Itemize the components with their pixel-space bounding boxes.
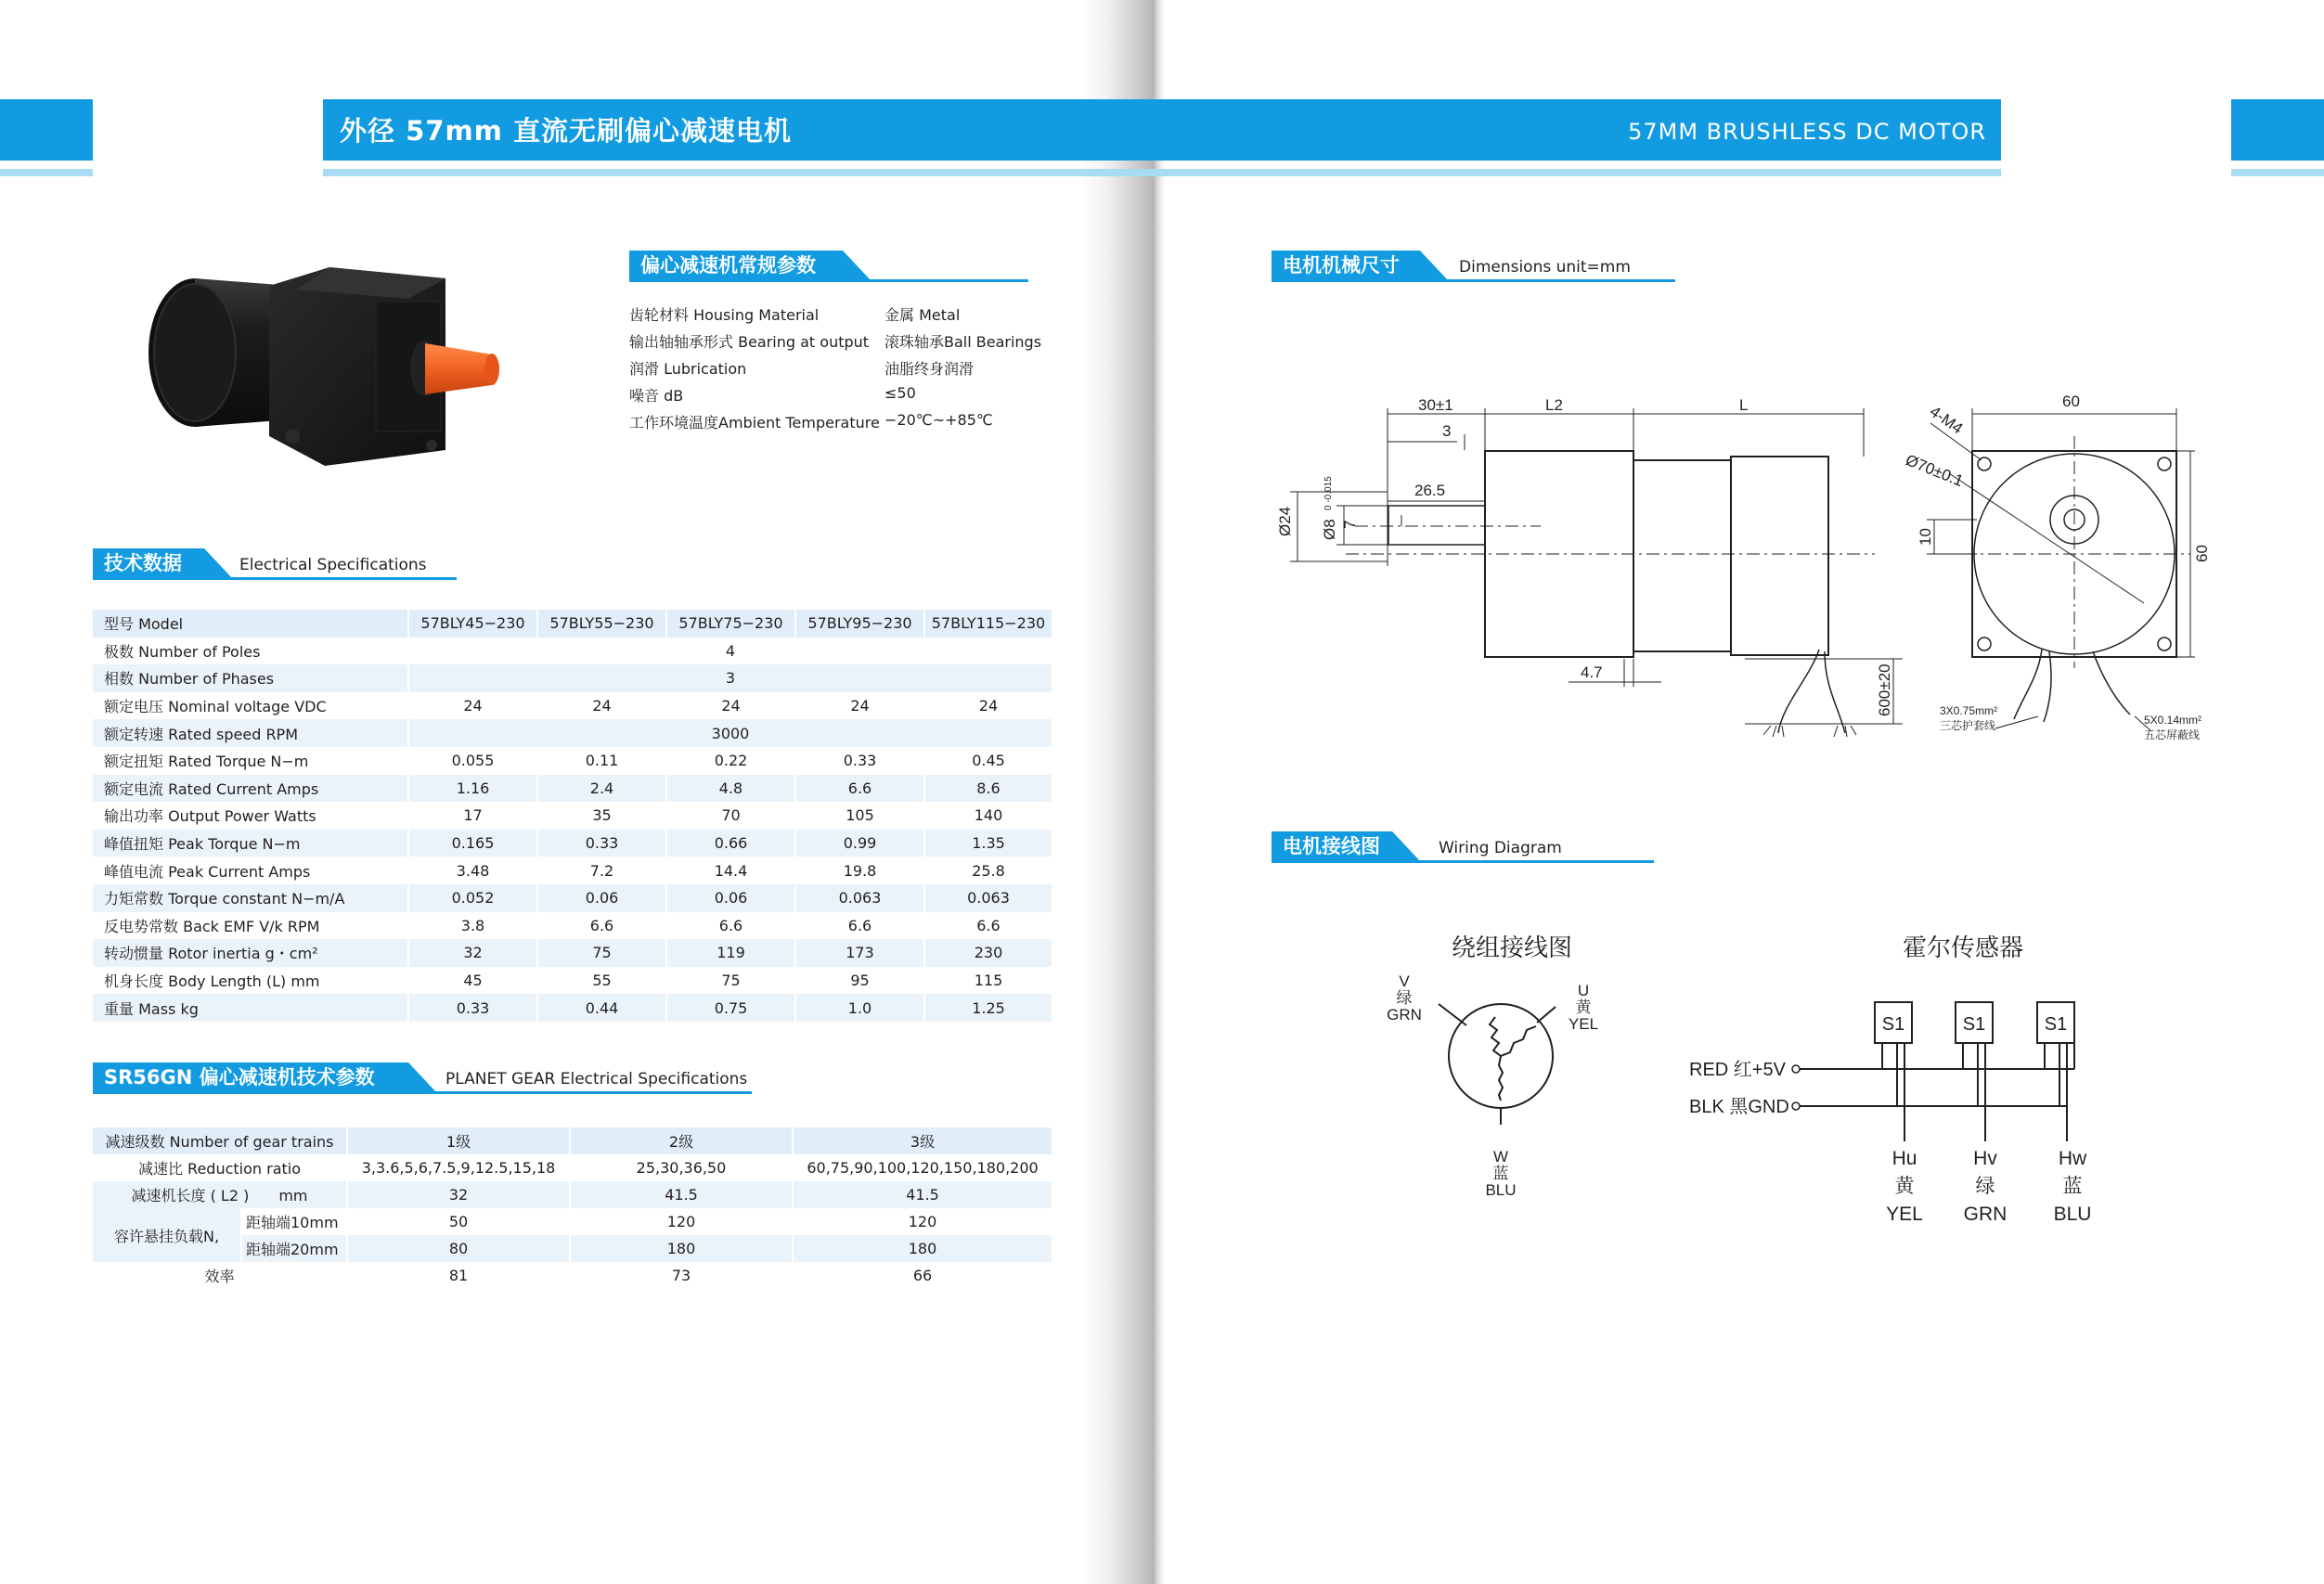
table-cell: 24: [408, 692, 537, 720]
table-cell: 0.99: [795, 830, 924, 857]
table-cell: 3.8: [408, 912, 537, 940]
gear-title-cn: SR56GN 偏心减速机技术参数: [93, 1062, 408, 1092]
table-cell: 减速比 Reduction ratio: [93, 1154, 347, 1181]
table-cell: 0.06: [666, 884, 795, 912]
cable-5-core-type: 五芯屏蔽线: [2144, 728, 2201, 741]
phase-u-name: U: [1577, 982, 1590, 999]
params-rule: [629, 279, 1028, 282]
table-cell: 额定电压 Nominal voltage VDC: [93, 692, 408, 720]
hall-output-hw-cn: 蓝: [2062, 1176, 2083, 1197]
table-cell: 32: [347, 1181, 570, 1208]
table-row: [93, 1181, 1052, 1208]
table-cell: 7.2: [537, 856, 666, 884]
table-cell: 0.33: [795, 747, 924, 775]
table-cell: 25.8: [924, 856, 1052, 884]
table-cell: 75: [666, 967, 795, 995]
dim-600: 600±20: [1876, 663, 1893, 716]
table-row: [93, 939, 1052, 967]
phase-v-en: GRN: [1387, 1006, 1422, 1024]
table-cell: 0.33: [537, 830, 666, 857]
param-label: 润滑 Lubrication: [629, 360, 747, 378]
wiring-title-en: Wiring Diagram: [1439, 839, 1562, 857]
table-cell: 0.06: [537, 884, 666, 912]
dimensions-rule: [1272, 279, 1675, 282]
table-row: [93, 884, 1052, 912]
table-cell: 14.4: [666, 856, 795, 884]
table-cell: 41.5: [793, 1181, 1052, 1208]
table-cell: 0.063: [924, 884, 1052, 912]
side-view: [1290, 408, 1903, 737]
phase-v-name: V: [1399, 972, 1410, 990]
table-cell: 120: [570, 1208, 793, 1235]
header-band-left-stub: [0, 99, 93, 161]
table-cell: 重量 Mass kg: [93, 994, 408, 1022]
blk-ground-label: BLK 黑GND: [1689, 1097, 1789, 1117]
page-title-en: 57MM BRUSHLESS DC MOTOR: [1628, 119, 1986, 145]
table-cell: 0.75: [666, 994, 795, 1022]
table-header-cell: 减速级数 Number of gear trains: [93, 1127, 347, 1154]
table-cell: 140: [924, 802, 1052, 830]
table-cell: 105: [795, 802, 924, 830]
dim-8: Ø8: [1321, 519, 1338, 540]
table-header-cell: 3级: [793, 1127, 1052, 1154]
dim-8-tolerance: 0 -0.015: [1323, 476, 1334, 510]
table-cell: 容许悬挂负载N,: [93, 1208, 241, 1262]
hall-output-hw: Hw: [2058, 1148, 2087, 1169]
params-title: 偏心减速机常规参数: [629, 251, 843, 280]
table-cell: 0.33: [408, 994, 537, 1022]
table-cell: 额定电流 Rated Current Amps: [93, 775, 408, 803]
wiring-tab: [1272, 831, 1654, 861]
dim-4.7: 4.7: [1581, 663, 1603, 681]
gear-rule: [93, 1091, 752, 1094]
table-cell: 24: [666, 692, 795, 720]
table-cell: 230: [924, 939, 1052, 967]
hall-output-hv: Hv: [1973, 1148, 1997, 1169]
table-cell: 距轴端20mm: [241, 1235, 347, 1262]
table-cell: 17: [408, 802, 537, 830]
table-row: [93, 994, 1052, 1022]
table-cell: 50: [347, 1208, 570, 1235]
table-cell: 1.16: [408, 775, 537, 803]
param-value: 油脂终身润滑: [884, 360, 975, 378]
dimension-drawing: [1262, 380, 2211, 770]
table-cell: 75: [537, 939, 666, 967]
hall-output-hw-en: BLU: [2053, 1204, 2092, 1225]
table-cell: 转动惯量 Rotor inertia g・cm²: [93, 939, 408, 967]
dimensions-title-cn: 电机机械尺寸: [1272, 251, 1420, 280]
wiring-title-cn: 电机接线图: [1272, 831, 1392, 861]
gear-tab: [93, 1062, 752, 1092]
table-cell: 1.25: [924, 994, 1052, 1022]
table-cell: 额定扭矩 Rated Torque N−m: [93, 747, 408, 775]
hall-output-hv-cn: 绿: [1975, 1176, 1995, 1197]
dim-L2: L2: [1545, 396, 1563, 414]
table-row: [93, 637, 1052, 665]
hall-output-hu-en: YEL: [1886, 1204, 1923, 1225]
table-row: [93, 1262, 1052, 1289]
cable-3-core-size: 3X0.75mm²: [1940, 704, 1998, 717]
table-cell: 6.6: [795, 912, 924, 940]
table-cell: 173: [795, 939, 924, 967]
table-header-cell: 57BLY95−230: [795, 610, 924, 637]
hall-output-hv-en: GRN: [1963, 1204, 2008, 1225]
dim-24: Ø24: [1276, 506, 1294, 536]
table-cell: 1.0: [795, 994, 924, 1022]
table-cell: 19.8: [795, 856, 924, 884]
cable-5-core-size: 5X0.14mm²: [2144, 714, 2202, 727]
table-cell: 3,3.6,5,6,7.5,9,12.5,15,18: [347, 1154, 570, 1181]
table-cell: 115: [924, 967, 1052, 995]
table-cell: 峰值扭矩 Peak Torque N−m: [93, 830, 408, 857]
param-value: −20℃~+85℃: [884, 411, 993, 429]
table-cell: 反电势常数 Back EMF V/k RPM: [93, 912, 408, 940]
table-cell: 0.165: [408, 830, 537, 857]
table-cell: 119: [666, 939, 795, 967]
dim-M4: 4-M4: [1926, 402, 1967, 438]
table-row: [93, 802, 1052, 830]
table-cell: 额定转速 Rated speed RPM: [93, 719, 408, 747]
phase-v-cn: 绿: [1396, 989, 1413, 1007]
table-header-cell: 1级: [347, 1127, 570, 1154]
hall-sensor-2-label: S1: [1962, 1014, 1986, 1035]
param-value: ≤50: [884, 384, 916, 402]
table-cell: 机身长度 Body Length (L) mm: [93, 967, 408, 995]
table-cell: 0.052: [408, 884, 537, 912]
param-label: 齿轮材料 Housing Material: [629, 306, 820, 324]
table-cell: 41.5: [570, 1181, 793, 1208]
phase-w-cn: 蓝: [1492, 1165, 1509, 1182]
table-cell: 减速机长度 ( L2 ) mm: [93, 1181, 347, 1208]
table-cell: 0.45: [924, 747, 1052, 775]
param-label: 噪音 dB: [629, 387, 684, 405]
dim-26: 26.5: [1414, 482, 1446, 499]
table-row: [93, 1208, 1052, 1235]
table-header-cell: 57BLY115−230: [924, 610, 1052, 637]
param-label: 输出轴轴承形式 Bearing at output: [629, 333, 870, 351]
table-cell: 66: [793, 1262, 1052, 1289]
table-cell: 0.66: [666, 830, 795, 857]
red-supply-label: RED 红+5V: [1689, 1060, 1786, 1080]
phase-u-cn: 黄: [1575, 998, 1592, 1016]
table-cell: 效率: [93, 1262, 347, 1289]
header-line: [323, 169, 2001, 176]
param-value: 金属 Metal: [884, 306, 961, 324]
dim-7: 7: [1341, 520, 1359, 529]
wiring-diagram: [1374, 919, 2116, 1243]
table-cell: 4.8: [666, 775, 795, 803]
table-cell: 180: [793, 1235, 1052, 1262]
table-cell: 0.063: [795, 884, 924, 912]
table-cell: 24: [537, 692, 666, 720]
table-cell: 峰值电流 Peak Current Amps: [93, 856, 408, 884]
header-line-left-stub: [0, 169, 93, 176]
table-header-cell: 2级: [570, 1127, 793, 1154]
table-cell: 力矩常数 Torque constant N−m/A: [93, 884, 408, 912]
dim-3: 3: [1442, 422, 1452, 440]
table-header-cell: 57BLY45−230: [408, 610, 537, 637]
table-cell: 120: [793, 1208, 1052, 1235]
table-row: [93, 967, 1052, 995]
table-cell: 60,75,90,100,120,150,180,200: [793, 1154, 1052, 1181]
table-header-cell: 57BLY75−230: [666, 610, 795, 637]
table-row: [93, 830, 1052, 857]
dim-30: 30±1: [1418, 396, 1453, 414]
phase-u-en: YEL: [1568, 1015, 1599, 1033]
electrical-spec-table: [93, 610, 1053, 1022]
phase-w-name: W: [1492, 1148, 1509, 1165]
table-cell: 35: [537, 802, 666, 830]
table-cell: 6.6: [795, 775, 924, 803]
table-cell: 相数 Number of Phases: [93, 664, 408, 692]
table-cell: 6.6: [924, 912, 1052, 940]
table-cell: 2.4: [537, 775, 666, 803]
table-cell: 3: [408, 664, 1052, 692]
header-line-right-stub: [2231, 169, 2324, 176]
table-cell: 输出功率 Output Power Watts: [93, 802, 408, 830]
table-row: [93, 747, 1052, 775]
page-spine: [1081, 0, 1165, 1584]
table-header-row: [93, 610, 1052, 637]
table-cell: 极数 Number of Poles: [93, 637, 408, 665]
dim-10: 10: [1917, 528, 1934, 546]
phase-w-en: BLU: [1485, 1181, 1517, 1199]
electrical-rule: [93, 577, 457, 580]
table-row: [93, 856, 1052, 884]
end-view: [1927, 408, 2195, 731]
table-row: [93, 664, 1052, 692]
table-cell: 24: [924, 692, 1052, 720]
hall-output-hu: Hu: [1891, 1148, 1917, 1169]
winding-star: [1439, 1004, 1556, 1125]
electrical-tab: [93, 548, 457, 578]
cable-3-core-type: 三芯护套线: [1940, 719, 1996, 732]
table-cell: 81: [347, 1262, 570, 1289]
table-cell: 4: [408, 637, 1052, 665]
table-cell: 距轴端10mm: [241, 1208, 347, 1235]
page-title-cn: 外径 57mm 直流无刷偏心减速电机: [340, 115, 792, 147]
header-band-right-stub: [2231, 99, 2324, 161]
param-label: 工作环境温度Ambient Temperature: [629, 414, 880, 431]
table-row: [93, 912, 1052, 940]
table-cell: 3000: [408, 719, 1052, 747]
table-cell: 32: [408, 939, 537, 967]
table-header-cell: 型号 Model: [93, 610, 408, 637]
table-cell: 6.6: [666, 912, 795, 940]
gear-title-en: PLANET GEAR Electrical Specifications: [445, 1070, 748, 1088]
table-cell: 1.35: [924, 830, 1052, 857]
table-cell: 95: [795, 967, 924, 995]
dim-L: L: [1739, 396, 1749, 414]
table-row: [93, 1154, 1052, 1181]
electrical-title-en: Electrical Specifications: [239, 556, 427, 574]
gear-spec-table: [93, 1127, 1053, 1289]
dimensions-tab: [1272, 251, 1675, 280]
table-cell: 80: [347, 1235, 570, 1262]
table-cell: 0.11: [537, 747, 666, 775]
electrical-title-cn: 技术数据: [93, 548, 204, 578]
params-tab: [629, 251, 1028, 280]
table-cell: 6.6: [537, 912, 666, 940]
table-cell: 180: [570, 1235, 793, 1262]
table-row: [93, 775, 1052, 803]
dim-70: Ø70±0.1: [1903, 451, 1966, 491]
table-header-row: [93, 1127, 1052, 1154]
table-cell: 25,30,36,50: [570, 1154, 793, 1181]
table-cell: 70: [666, 802, 795, 830]
dim-60-top: 60: [2062, 393, 2080, 410]
dim-60-side: 60: [2193, 545, 2211, 562]
table-row: [93, 719, 1052, 747]
table-cell: 55: [537, 967, 666, 995]
table-cell: 0.055: [408, 747, 537, 775]
table-cell: 0.44: [537, 994, 666, 1022]
table-cell: 8.6: [924, 775, 1052, 803]
table-cell: 24: [795, 692, 924, 720]
table-cell: 0.22: [666, 747, 795, 775]
table-cell: 73: [570, 1262, 793, 1289]
param-value: 滚珠轴承Ball Bearings: [884, 333, 1042, 351]
dimensions-title-en: Dimensions unit=mm: [1459, 258, 1631, 277]
hall-output-hu-cn: 黄: [1894, 1176, 1915, 1197]
hall-title: 霍尔传感器: [1903, 934, 2024, 961]
wiring-rule: [1272, 860, 1654, 863]
table-header-cell: 57BLY55−230: [537, 610, 666, 637]
table-row: [93, 692, 1052, 720]
hall-sensor-1-label: S1: [1881, 1014, 1905, 1035]
table-cell: 45: [408, 967, 537, 995]
table-cell: 3.48: [408, 856, 537, 884]
motor-product-image: [130, 251, 548, 483]
hall-sensor-3-label: S1: [2044, 1014, 2068, 1035]
winding-title: 绕组接线图: [1452, 934, 1573, 961]
